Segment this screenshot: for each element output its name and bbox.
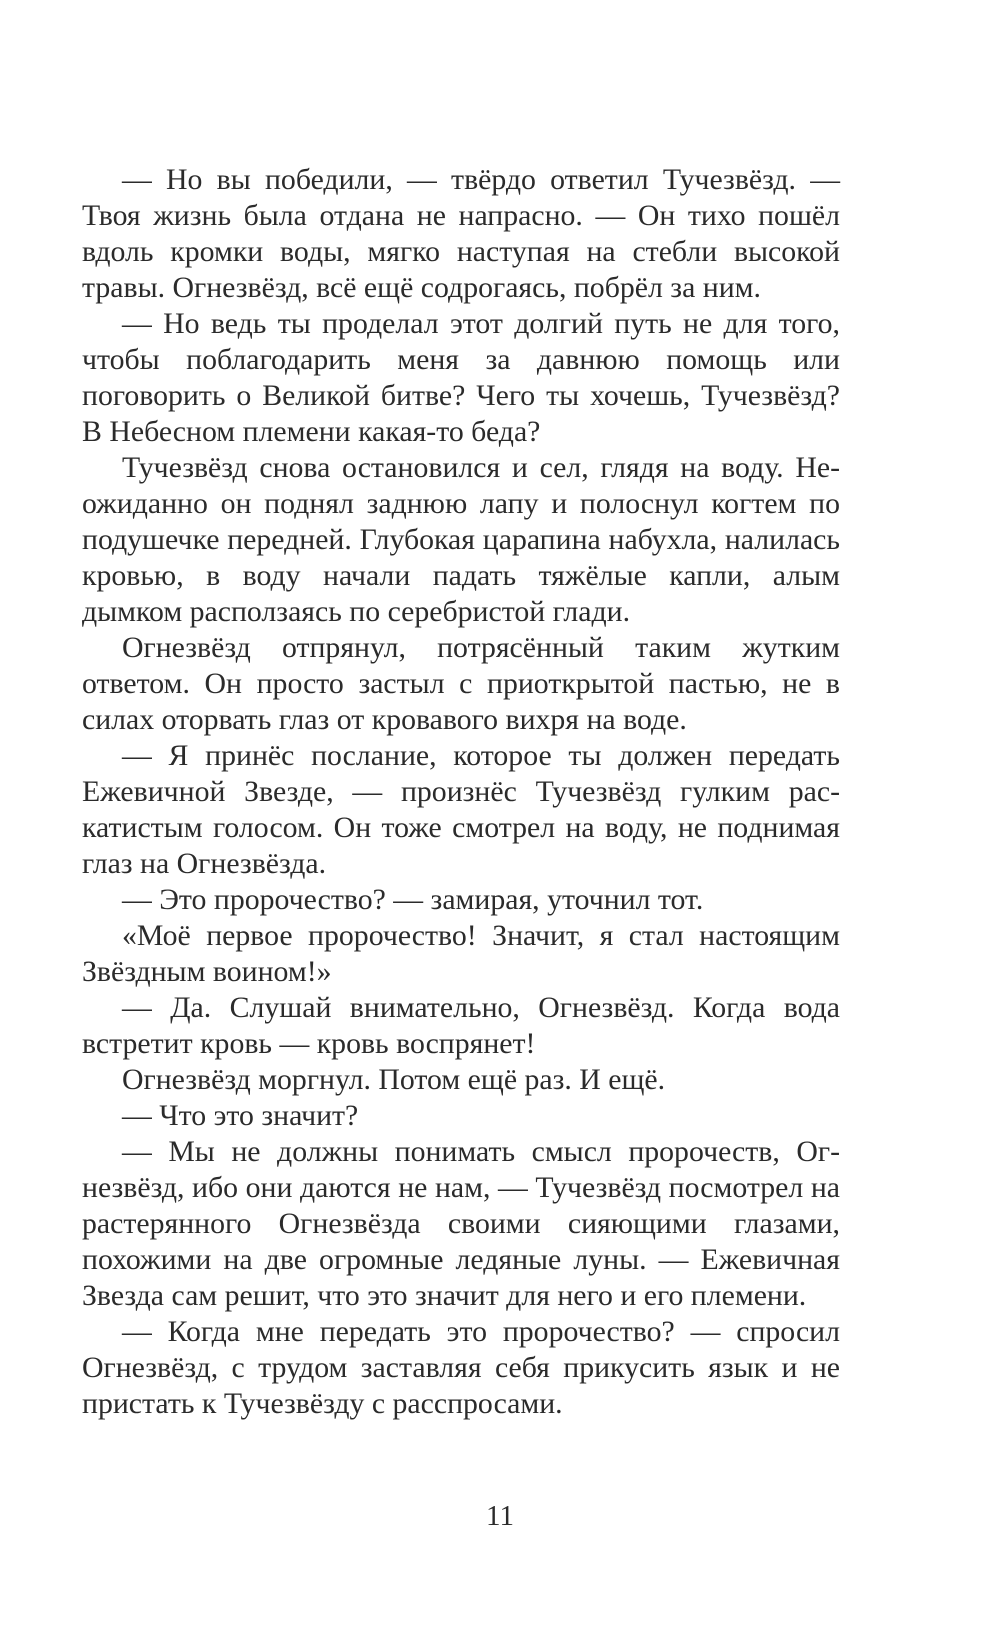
body-text: [82, 162, 840, 1422]
paragraph: — Но ведь ты проделал этот долгий путь не для того, чтобы поблагодарить меня за давнюю помощь или поговорить о Великой битве? Чего ты хочешь, Тучезвёзд? В Небесном племени какая-то беда?: [82, 307, 840, 448]
paragraph: — Но вы победили, — твёрдо ответил Тучезвёзд. — Твоя жизнь была отдана не напрасно. — Он тихо пошёл вдоль кромки воды, мягко наступая на стебли высокой травы. Огнезвёзд, всё ещё содрогаясь, побрёл за ним.: [82, 163, 840, 304]
paragraph: «Моё первое пророчество! Значит, я стал настоящим Звёздным воином!»: [82, 919, 840, 988]
paragraph: Огнезвёзд моргнул. Потом ещё раз. И ещё.: [122, 1063, 666, 1096]
paragraph: — Я принёс послание, которое ты должен передать Ежевичной Звезде, — произнёс Тучезвёзд гулким раскатистым голосом. Он тоже смотрел на воду, не поднимая глаз на Огнезвёзда.: [82, 739, 840, 880]
paragraph: Тучезвёзд снова остановился и сел, глядя на воду. Неожиданно он поднял заднюю лапу и полоснул когтем по подушечке передней. Глубокая царапина набухла, налилась кровью, в воду начали падать тяжёлые капли, алым дымком расползаясь по серебристой глади.: [82, 451, 840, 628]
paragraph: Огнезвёзд отпрянул, потрясённый таким жутким ответом. Он просто застыл с приоткрытой пастью, не в силах оторвать глаз от кровавого вихря на воде.: [82, 631, 840, 736]
paragraph: — Что это значит?: [122, 1099, 359, 1132]
paragraph: — Да. Слушай внимательно, Огнезвёзд. Когда вода встретит кровь — кровь воспрянет!: [82, 991, 840, 1060]
paragraph: — Мы не должны понимать смысл пророчеств, Огнезвёзд, ибо они даются не нам, — Тучезвёзд посмотрел на растерянного Огнезвёзда своими сияющими глазами, похожими на две огромные ледяные луны. — Ежевичная Звезда сам решит, что это значит для него и его племени.: [82, 1135, 840, 1312]
paragraph: — Это пророчество? — замирая, уточнил тот.: [122, 883, 704, 916]
paragraph: — Когда мне передать это пророчество? — спросил Огнезвёзд, с трудом заставляя себя прикусить язык и не пристать к Тучезвёзду с расспросами.: [82, 1315, 840, 1420]
page-number: 11: [486, 1500, 514, 1532]
